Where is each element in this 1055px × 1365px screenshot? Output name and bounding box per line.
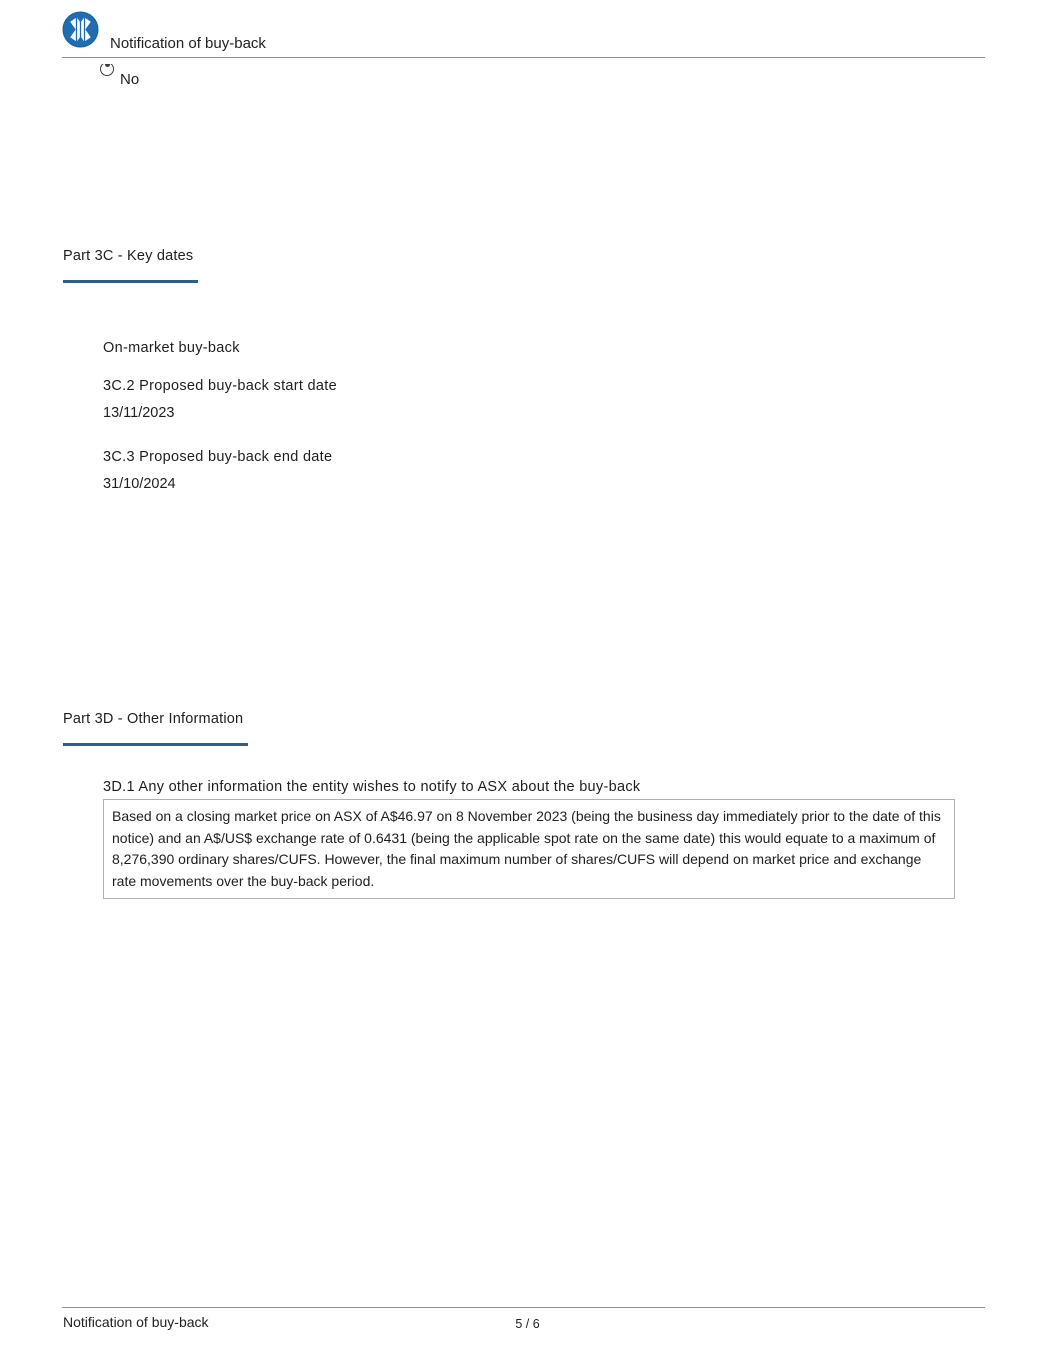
header-title: Notification of buy-back — [110, 35, 266, 52]
header-divider — [62, 57, 985, 58]
subheading-on-market-buy-back: On-market buy-back — [103, 340, 240, 356]
field-label-3c2: 3C.2 Proposed buy-back start date — [103, 378, 337, 394]
section-underline-part-3c — [63, 280, 198, 283]
radio-no[interactable] — [99, 64, 117, 77]
answer-3d1-textbox[interactable]: Based on a closing market price on ASX of A$46.97 on 8 November 2023 (being the business day immediately prior to the date of this notice) and an A$/US$ exchange rate of 0.6431 (being the applicable spot rate on the same date) this would equate to a maximum of 8,276,390 ordinary shares/CUFS. However, the final maximum number of shares/CUFS will depend on market price and exchange rate movements over the buy-back period. — [103, 799, 955, 899]
footer-title: Notification of buy-back — [63, 1314, 209, 1330]
section-heading-part-3c: Part 3C - Key dates — [63, 248, 194, 264]
question-3d1-label: 3D.1 Any other information the entity wishes to notify to ASX about the buy-back — [103, 779, 641, 795]
radio-no-label: No — [120, 71, 140, 88]
section-heading-part-3d: Part 3D - Other Information — [63, 711, 244, 727]
section-underline-part-3d — [63, 743, 248, 746]
page-number: 5 / 6 — [515, 1317, 540, 1331]
asx-logo-icon — [62, 11, 99, 48]
field-value-3c3-end-date: 31/10/2024 — [103, 476, 176, 492]
footer-divider — [62, 1307, 985, 1308]
field-label-3c3: 3C.3 Proposed buy-back end date — [103, 449, 333, 465]
field-value-3c2-start-date: 13/11/2023 — [103, 405, 175, 421]
